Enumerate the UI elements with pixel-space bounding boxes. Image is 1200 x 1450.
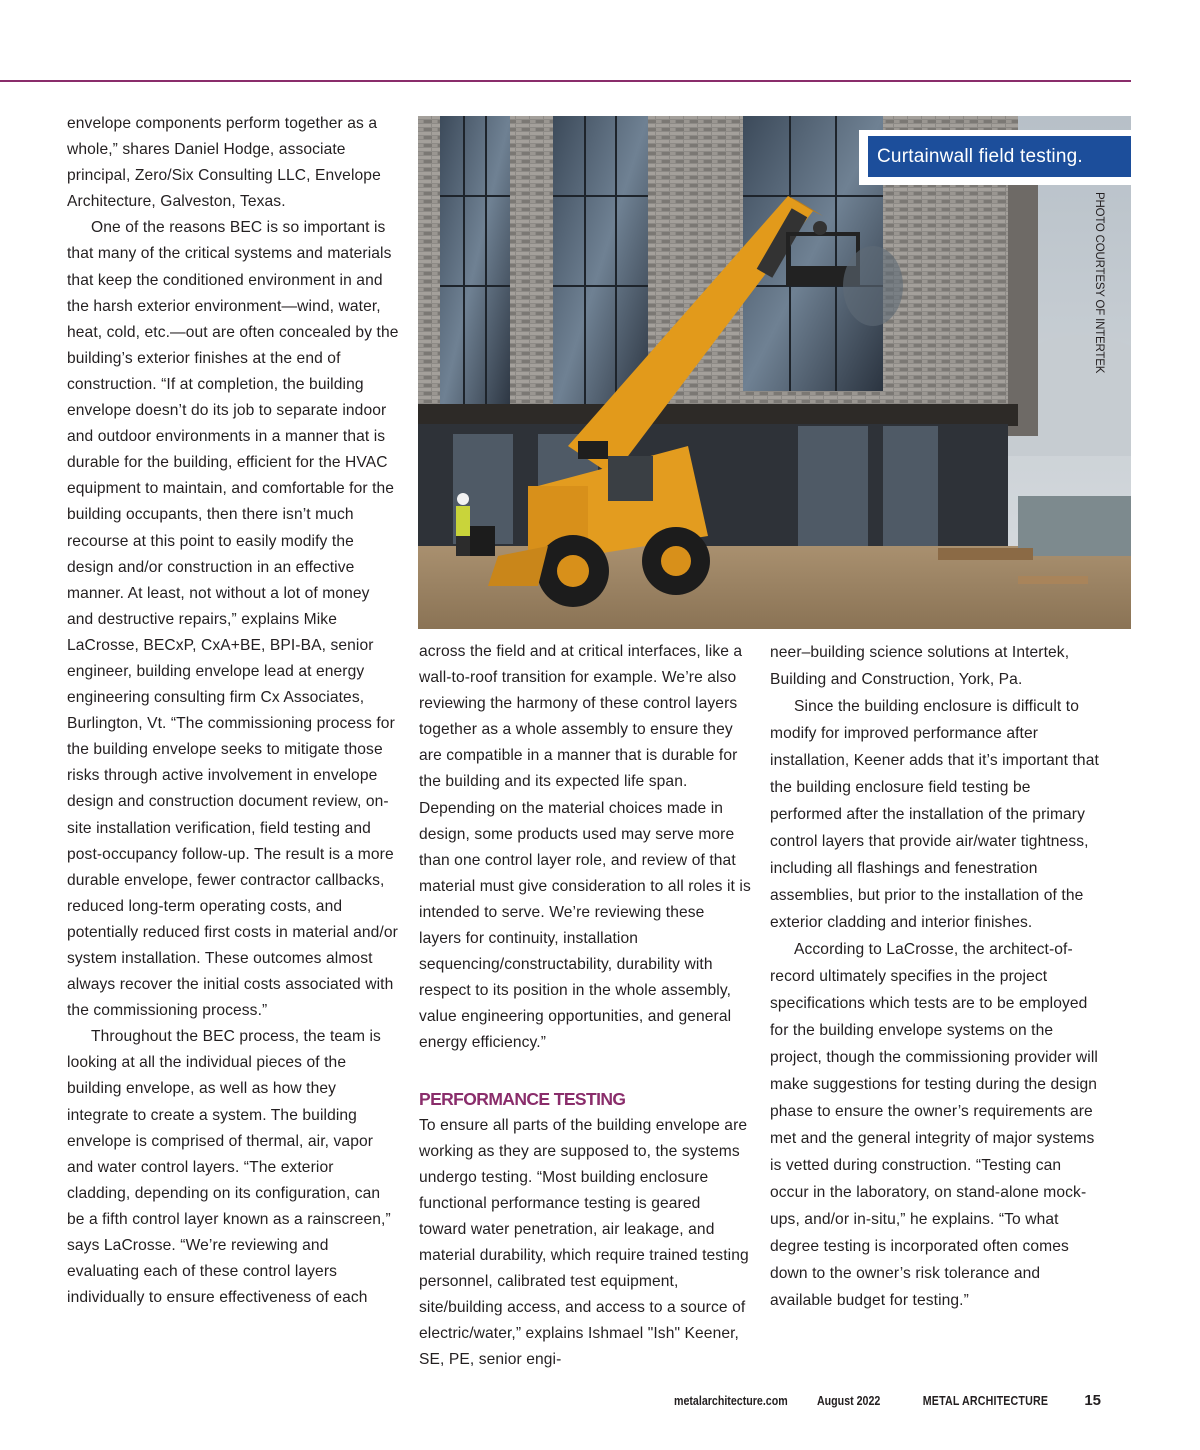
paragraph: One of the reasons BEC is so important is that many of the critical systems and materials that keep the conditioned environment in and the harsh exterior environment—wind, water, heat, cold, etc.—out are often concealed by the building’s exterior finishes at the end of construction. “If at completion, the building envelope doesn’t do its job to separate indoor and outdoor environments in a manner that is durable for the building, efficient for the HVAC equipment to maintain, and comfortable for the building occupants, then there isn’t much recourse at this point to easily modify the design and/or construction in an effective manner. At least, not without a lot of money and destructive repairs,” explains Mike LaCrosse, BECxP, CxA+BE, BPI-BA, senior engineer, building envelope lead at energy engineering consulting firm Cx Associates, Burlington, Vt. “The commissioning process for the building envelope seeks to mitigate those risks through active involvement in envelope design and construction document review, on-site installation verification, field testing and post-occupancy follow-up. The result is a more durable envelope, fewer contractor callbacks, reduced long-term operating costs, and potentially reduced first costs in material and/or system installation. These outcomes almost always recover the initial costs associated with the commissioning process.” [67,219,399,1020]
page-number: 15 [1084,1392,1101,1409]
paragraph: neer–building science solutions at Intertek, Building and Construction, York, Pa. [770,644,1070,688]
article-column-3 [770,639,1102,1314]
photo-credit: PHOTO COURTESY OF INTERTEK [1093,192,1105,374]
section-heading: PERFORMANCE TESTING [419,1088,626,1109]
footer-website: metalarchitecture.com [674,1393,789,1408]
footer-issue: August 2022 [817,1393,881,1408]
paragraph: Since the building enclosure is difficult to modify for improved performance after installation, Keener adds that it’s important that the building enclosure field testing be performed after the installation of the primary control layers that provide air/water tightness, including all flashings and fenestration assemblies, but prior to the installation of the exterior cladding and interior finishes. [770,698,1099,931]
paragraph: According to LaCrosse, the architect-of-record ultimately specifies in the project specifications which tests are to be employed for the building envelope systems on the project, though the commissioning provider will make suggestions for testing during the design phase to ensure the owner’s requirements are met and the general integrity of major systems is vetted during construction. “Testing can occur in the laboratory, on stand-alone mock-ups, and/or in-situ,” he explains. “To what degree testing is incorporated often comes down to the owner’s risk tolerance and available budget for testing.” [770,941,1098,1309]
paragraph: across the field and at critical interfaces, like a wall-to-roof transition for example. We’re also reviewing the harmony of these control layers together as a whole assembly to ensure they are compatible in a manner that is durable for the building and its expected life span. Depending on the material choices made in design, some products used may serve more than one control layer role, and review of that material must give consideration to all roles it is intended to serve. We’re reviewing these layers for continuity, installation sequencing/constructability, durability with respect to its position in the whole assembly, value engineering opportunities, and general energy efficiency.” [419,643,751,1052]
photo-illustration [418,116,1131,629]
paragraph: envelope components perform together as a whole,” shares Daniel Hodge, associate principal, Zero/Six Consulting LLC, Envelope Architecture, Galveston, Texas. [67,115,381,211]
paragraph: To ensure all parts of the building envelope are working as they are supposed to, the systems undergo testing. “Most building enclosure functional performance testing is geared toward water penetration, air leakage, and material durability, which require trained testing personnel, calibrated test equipment, site/building access, and access to a source of electric/water,” explains Ishmael "Ish" Keener, SE, PE, senior engi- [419,1116,749,1369]
article-column-2 [419,639,751,1373]
curtainwall-photo [418,116,1131,629]
footer-magazine: METAL ARCHITECTURE [923,1393,1049,1408]
page-footer [649,1392,1101,1412]
header-rule [0,80,1131,82]
article-column-1 [67,111,399,1311]
paragraph: Throughout the BEC process, the team is looking at all the individual pieces of the building envelope, as well as how they integrate to create a system. The building envelope is comprised of thermal, air, vapor and water control layers. “The exterior cladding, depending on its configuration, can be a fifth control layer known as a rainscreen,” says LaCrosse. “We’re reviewing and evaluating each of these control layers individually to ensure effectiveness of each [67,1028,391,1307]
photo-caption: Curtainwall field testing. [868,136,1131,177]
